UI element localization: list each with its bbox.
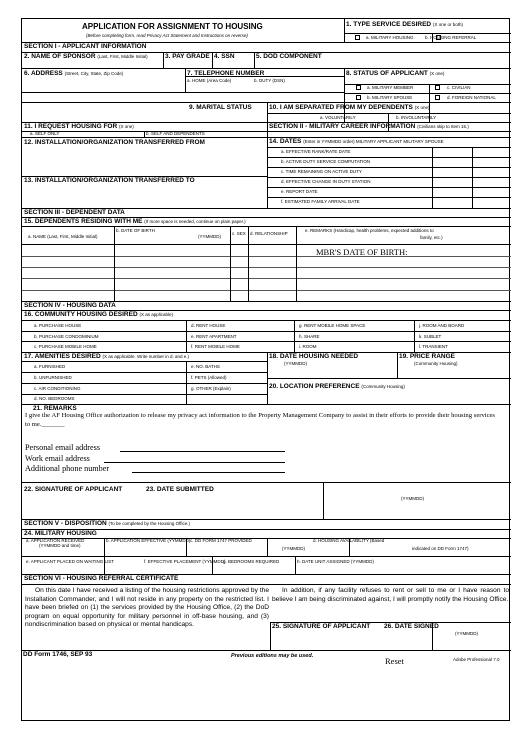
dependent-name-header: a. NAME (Last, First, Middle Initial) (28, 234, 98, 239)
self-and-dependents-label: b. SELF AND DEPENDENTS (146, 131, 205, 136)
personal-email-label: Personal email address (25, 443, 101, 452)
item24c-format: (YYMMDD) (282, 546, 305, 551)
military-member-label: a. MILITARY MEMBER (367, 85, 414, 90)
item5-label: 5. DOD COMPONENT (256, 53, 322, 60)
no-bedrooms-label: d. NO. BEDROOMS (34, 396, 75, 401)
civilian-label: c. CIVILIAN (447, 85, 471, 90)
additional-phone-label: Additional phone number (25, 464, 110, 473)
rent-mobile-home-space-label: g. RENT MOBILE HOME SPACE (299, 323, 366, 328)
item26-format: (YYMMDD) (455, 631, 478, 636)
item22-label: 22. SIGNATURE OF APPLICANT (24, 486, 123, 493)
form-number: DD Form 1746, SEP 93 (23, 651, 93, 658)
item19-note: (Community Housing) (414, 361, 458, 366)
share-label: h. SHARE (299, 334, 320, 339)
item7b-label: b. DUTY (DSN) (254, 78, 285, 83)
item15-label: 15. DEPENDENTS RESIDING WITH ME (If more space is needed, continue on plain paper.) (24, 218, 246, 225)
item14-label: 14. DATES (Enter in YYMMDD order) MILITARY APPLICANT MILITARY SPOUSE (269, 138, 444, 145)
purchase-house-label: a. PURCHASE HOUSE (34, 323, 82, 328)
certificate-left-text: On this date I have received a listing of the housing restrictions approved by the Installation Commander, and I will not reside in any property on the restricted list. I have been briefed on (1) the services provided by the Housing Office, (2) the DoD program on equal opportunity for military personnel in off-base housing, and (3) nondiscrimination based on physical or mental handicaps. (25, 587, 269, 629)
military-member-checkbox[interactable] (356, 85, 361, 90)
form-title: APPLICATION FOR ASSIGNMENT TO HOUSING (82, 22, 263, 31)
purchase-condominium-label: b. PURCHASE CONDOMINIUM (34, 334, 99, 339)
military-housing-checkbox[interactable] (355, 35, 360, 40)
item12-label: 12. INSTALLATION/ORGANIZATION TRANSFERRED FROM (24, 139, 205, 146)
item25-label: 25. SIGNATURE OF APPLICANT (272, 623, 371, 630)
item8-label: 8. STATUS OF APPLICANT (X one) (346, 70, 445, 77)
item20-label: 20. LOCATION PREFERENCE (Community Housing) (269, 383, 405, 390)
dependent-remarks-header: e. REMARKS (Handicap, health problems, expected additions to (305, 228, 434, 233)
item23-label: 23. DATE SUBMITTED (146, 486, 214, 493)
item1-label: 1. TYPE SERVICE DESIRED (X one or both) (346, 21, 463, 28)
certificate-right-text: In addition, if any facility refuses to rent or sell to me or I have reason to believe I am being discriminated against, I will promptly notify the Housing Office. (272, 587, 509, 603)
item10-label: 10. I AM SEPARATED FROM MY DEPENDENTS (X one) (269, 104, 430, 111)
dependent-dob-header: b. DATE OF BIRTH (116, 228, 155, 233)
item18-label: 18. DATE HOUSING NEEDED (269, 353, 359, 360)
item4-label: 4. SSN (214, 53, 235, 60)
item24a-label: a. APPLICATION RECEIVED (26, 538, 85, 543)
reset-button[interactable]: Reset (385, 656, 404, 666)
dates-d: d. EFFECTIVE CHANGE IN DUTY STATION (281, 179, 371, 184)
dates-c: c. TIME REMAINING ON ACTIVE DUTY (281, 169, 362, 174)
dates-f: f. ESTIMATED FAMILY ARRIVAL DATE (281, 199, 360, 204)
item24f-label: f. EFFECTIVE PLACEMENT (YYMMDD) (144, 559, 226, 564)
rent-mobile-home-label: f. RENT MOBILE HOME (191, 344, 240, 349)
adobe-version: Adobe Professional 7.0 (453, 657, 500, 662)
section5-header: SECTION V - DISPOSITION (To be completed by the Housing Office.) (24, 520, 190, 527)
section3-header: SECTION III - DEPENDENT DATA (24, 209, 125, 216)
remarks-text: I give the AF Housing Office authorization to release my privacy act information to the Property Management Company to assist in their efforts to provide their housing services to me._______ (25, 412, 495, 428)
item24g-label: g. BEDROOMS REQUIRED (223, 559, 280, 564)
item23-format: (YYMMDD) (401, 496, 424, 501)
item7a-label: a. HOME (Area Code) (187, 78, 232, 83)
item6-label: 6. ADDRESS (Street, City, State, Zip Code) (24, 70, 124, 77)
item24d-note: indicated on DD Form 1747) (412, 546, 469, 551)
unfurnished-label: b. UNFURNISHED (34, 375, 72, 380)
self-only-label: a. SELF ONLY (30, 131, 60, 136)
rent-house-label: d. RENT HOUSE (191, 323, 226, 328)
military-housing-label: a. MILITARY HOUSING (366, 35, 414, 40)
pets-label: f. PETS (Allowed) (191, 375, 227, 380)
dependent-relationship-header: d. RELATIONSHIP (250, 231, 288, 236)
other-label: g. OTHER (Explain) (191, 386, 231, 391)
work-email-label: Work email address (25, 454, 90, 463)
item3-label: 3. PAY GRADE (165, 53, 210, 60)
item24h-label: h. DATE UNIT ASSIGNED (YYMMDD) (297, 559, 374, 564)
section4-header: SECTION IV - HOUSING DATA (24, 302, 116, 309)
item11-label: 11. I REQUEST HOUSING FOR (X one) (24, 123, 134, 130)
housing-referral-label: b. HOUSING REFERRAL (425, 35, 477, 40)
item26-label: 26. DATE SIGNED (384, 623, 439, 630)
item24e-label: e. APPLICANT PLACED ON WAITING LIST (26, 559, 115, 564)
dependent-remarks-header-2: family, etc.) (420, 235, 443, 240)
foreign-national-label: d. FOREIGN NATIONAL (447, 95, 496, 100)
military-spouse-label: b. MILITARY SPOUSE (367, 95, 413, 100)
item9-label: 9. MARITAL STATUS (189, 104, 252, 111)
transient-label: l. TRANSIENT (419, 344, 448, 349)
item24c-label: c. DD FORM 1747 PROVIDED (190, 538, 252, 543)
item18-note: (YYMMDD) (284, 361, 307, 366)
dates-b: b. ACTIVE DUTY SERVICE COMPUTATION (281, 159, 371, 164)
room-label: i. ROOM (299, 344, 317, 349)
form-title-note: (Before completing form, read Privacy Act Statement and Instructions on reverse) (86, 33, 248, 38)
item24b-label: b. APPLICATION EFFECTIVE (YYMMDD) (106, 538, 191, 543)
dates-a: a. EFFECTIVE RANK/RATE DATE (281, 149, 351, 154)
section1-header: SECTION I - APPLICANT INFORMATION (24, 43, 147, 50)
foreign-national-checkbox[interactable] (435, 95, 440, 100)
dates-e: e. REPORT DATE (281, 189, 318, 194)
no-baths-label: e. NO. BATHS (191, 364, 220, 369)
section2-header: SECTION II - MILITARY CAREER INFORMATION (Civilians skip to Item 15.) (269, 123, 469, 130)
rent-apartment-label: e. RENT APARTMENT (191, 334, 237, 339)
item7-label: 7. TELEPHONE NUMBER (187, 70, 265, 77)
item16-label: 16. COMMUNITY HOUSING DESIRED (X as applicable) (24, 311, 173, 318)
item24a-format: (YYMMDD and time) (39, 543, 81, 548)
item13-label: 13. INSTALLATION/ORGANIZATION TRANSFERRED TO (24, 177, 195, 184)
housing-application-form (21, 18, 510, 721)
item24d-label: d. HOUSING AVAILABILITY (Based (313, 538, 385, 543)
mbr-date-of-birth: MBR'S DATE OF BIRTH: (316, 247, 408, 257)
civilian-checkbox[interactable] (435, 85, 440, 90)
furnished-label: a. FURNISHED (34, 364, 66, 369)
room-and-board-label: j. ROOM AND BOARD (419, 323, 465, 328)
sublet-label: k. SUBLET (419, 334, 442, 339)
dependent-dob-format: (YYMMDD) (198, 234, 221, 239)
item24-label: 24. MILITARY HOUSING (24, 530, 97, 537)
item17-label: 17. AMENITIES DESIRED (X as applicable. Write number in d. and e.) (24, 353, 189, 360)
item2-label: 2. NAME OF SPONSOR (Last, First, Middle Initial) (24, 53, 148, 60)
item19-label: 19. PRICE RANGE (399, 353, 455, 360)
previous-editions-note: Previous editions may be used. (231, 653, 314, 659)
air-conditioning-label: c. AIR CONDITIONING (34, 386, 81, 391)
item21-label: 21. REMARKS (33, 405, 77, 412)
section6-header: SECTION VI - HOUSING REFERRAL CERTIFICATE (24, 575, 179, 582)
voluntarily-label: a. VOLUNTARILY (320, 115, 356, 120)
military-spouse-checkbox[interactable] (356, 95, 361, 100)
involuntarily-label: b. INVOLUNTARILY (396, 115, 437, 120)
dependent-sex-header: c. SEX (232, 231, 246, 236)
purchase-mobile-home-label: c. PURCHASE MOBILE HOME (34, 344, 97, 349)
